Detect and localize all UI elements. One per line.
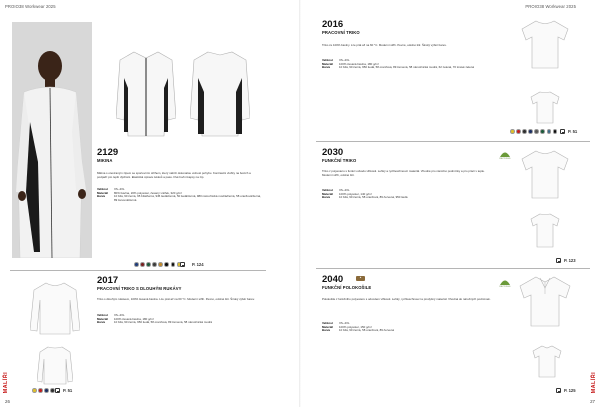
polo-2040-back-image xyxy=(532,344,562,378)
longsleeve-back-image xyxy=(37,345,73,385)
product-specs-2129 xyxy=(97,188,262,202)
color-swatch xyxy=(540,129,545,134)
tshirt-2030-front-image xyxy=(520,148,570,200)
color-swatch xyxy=(140,262,145,267)
spec-row xyxy=(322,196,482,200)
spec-value: XS–4XL xyxy=(339,321,350,325)
product-specs-2017 xyxy=(97,314,247,325)
spec-value: XS–4XL xyxy=(114,187,125,191)
price-ref-2129: P. 124 xyxy=(192,262,204,267)
left-page-number: 26 xyxy=(5,399,10,404)
color-swatch xyxy=(164,262,169,267)
size-icon xyxy=(556,258,561,263)
spec-value: XS–4XL xyxy=(339,58,350,62)
spec-value: 100% polyester, 150 g/m² xyxy=(339,324,372,329)
color-swatch xyxy=(171,262,176,267)
spec-key: Barva xyxy=(97,194,106,199)
color-swatch xyxy=(528,129,533,134)
product-code-2017: 2017 xyxy=(97,275,119,286)
color-swatch xyxy=(38,388,43,393)
spec-row xyxy=(322,66,487,70)
product-name-2017: PRACOVNÍ TRIKO S DLOUHÝM RUKÁVY xyxy=(97,286,182,291)
spec-value: XS–4XL xyxy=(114,313,125,317)
color-swatches-2016 xyxy=(510,129,557,134)
divider xyxy=(10,270,266,271)
longsleeve-front-image xyxy=(30,280,80,336)
jacket-back-image xyxy=(190,48,250,138)
color-swatch xyxy=(158,262,163,267)
size-icon xyxy=(560,129,565,134)
right-page-number: 27 xyxy=(590,399,595,404)
color-swatch xyxy=(516,129,521,134)
product-description-2040: Polokošile z funkčního polyesteru s odvodem vlhkosti. Lehký, rychleschnoucí a prodyšný materiál. Vhodná do náročných podmínek. xyxy=(322,297,491,301)
spec-row xyxy=(97,321,247,325)
product-specs-2016 xyxy=(322,59,487,70)
color-swatch xyxy=(510,129,515,134)
spec-key: Velikost xyxy=(97,313,108,317)
polo-2040-front-image xyxy=(518,274,572,328)
spec-key: Velikost xyxy=(322,58,333,62)
left-side-tab: MALÍŘI xyxy=(3,372,9,394)
color-swatch xyxy=(534,129,539,134)
product-code-2040: 2040 xyxy=(322,274,344,285)
spec-key: Barva xyxy=(322,195,331,200)
divider xyxy=(316,141,590,142)
product-badge-icon: ★ xyxy=(356,276,365,281)
recycled-logo xyxy=(497,278,513,288)
recycled-logo-text: RECYCLED xyxy=(499,286,511,288)
product-code-2030: 2030 xyxy=(322,147,344,158)
spec-key: Materiál xyxy=(97,316,108,321)
right-page-header: PROIO38 Workwear 2025 xyxy=(525,4,576,9)
product-description-2016: Triko ze 100% bavlny. Lze prát až na 60 °C. Moderní střih. Pevné, odolné šití. Široký výběr barev. xyxy=(322,43,447,47)
product-description-2129: Mikina s otevíraným zipem se sportovním střihem, který nabízí dokonalou volnost pohybu. Kontrastní vložky na bocích a podpaží pro lepší dýchání. Elastická úprava rukávů a pasu. Dvě boční kapsy na zip. xyxy=(97,171,251,179)
color-swatch xyxy=(522,129,527,134)
tshirt-2016-back-image xyxy=(530,90,560,124)
left-page-header: PROIO38 Workwear 2025 xyxy=(5,4,56,9)
spec-key: Materiál xyxy=(322,191,333,196)
color-swatch xyxy=(547,129,552,134)
spec-key: Barva xyxy=(97,320,106,325)
recycled-logo xyxy=(497,150,513,160)
spec-value: 80% bavlna, 20% polyester, česaný vnitřek, 320 g/m² xyxy=(114,190,182,195)
color-swatch xyxy=(152,262,157,267)
divider xyxy=(316,268,590,269)
spec-key: Velikost xyxy=(322,321,333,325)
spec-value: 100% česaná bavlna, 180 g/m² xyxy=(114,316,154,321)
model-photo-2129 xyxy=(12,22,92,258)
spec-value: XS–4XL xyxy=(339,188,350,192)
product-specs-2040 xyxy=(322,322,482,333)
spec-key: Materiál xyxy=(322,61,333,66)
price-ref-2017: P. 51 xyxy=(63,388,73,393)
spec-value: 10 bílá, 90 černá, 95 bílá/černá, 945 šedá/černá, 50 šedá/černá, 980 námořnická modrá/černá, 58 oranžová/černá, 89 červená/černá xyxy=(114,194,261,202)
spec-value: 10 bílá, 90 černá, 58 oranžová, 89 červená, 950 šedá xyxy=(339,195,408,200)
product-name-2129: MIKINA xyxy=(97,158,113,163)
price-ref-2016: P. 51 xyxy=(568,129,578,134)
spec-key: Velikost xyxy=(97,187,108,191)
product-code-2016: 2016 xyxy=(322,19,344,30)
recycled-logo-text: RECYCLED xyxy=(499,158,511,160)
page-gutter xyxy=(299,0,301,407)
spec-value: 100% česaná bavlna, 180 g/m² xyxy=(339,61,379,66)
color-swatch xyxy=(553,129,558,134)
product-description-2030: Triko z polyesteru s funkcí odvodu vlhkosti. Lehký a rychleschnoucí materiál. Vhodné pro náročné podmínky a pro práci v teple. Moderní střih, odolné šití. xyxy=(322,169,485,177)
color-swatch xyxy=(134,262,139,267)
right-side-tab: MALÍŘI xyxy=(591,372,597,394)
color-swatch xyxy=(44,388,49,393)
product-name-2040: FUNKČNÍ POLOKOŠILE xyxy=(322,285,372,290)
spec-key: Velikost xyxy=(322,188,333,192)
tshirt-2030-back-image xyxy=(530,212,560,248)
size-icon xyxy=(556,388,561,393)
spec-value: 10 bílá, 90 černá, 58 oranžová, 89 červená xyxy=(339,328,394,333)
product-name-2030: FUNKČNÍ TRIKO xyxy=(322,158,357,163)
spec-value: 10 bílá, 90 černá, 950 šedá, 58 oranžová, 89 červená, 58 námořnická modrá xyxy=(114,320,213,325)
spec-key: Barva xyxy=(322,328,331,333)
spec-key: Materiál xyxy=(97,190,108,195)
color-swatches-2017 xyxy=(32,388,55,393)
tshirt-2016-front-image xyxy=(520,18,570,70)
product-name-2016: PRACOVNÍ TRIKO xyxy=(322,30,360,35)
spec-key: Materiál xyxy=(322,324,333,329)
color-swatches-2129 xyxy=(134,262,181,267)
jacket-front-image xyxy=(116,48,176,138)
color-swatch xyxy=(146,262,151,267)
spec-key: Barva xyxy=(322,65,331,70)
color-swatch xyxy=(32,388,37,393)
price-ref-2040: P. 125 xyxy=(564,388,576,393)
spec-value: 100% polyester, 140 g/m² xyxy=(339,191,372,196)
product-description-2017: Triko s dlouhým rukávem, 100% česaná bavlna. Lze prát až na 60 °C. Moderní střih. Pevné, odolné šití. Široký výběr barev. xyxy=(97,297,255,301)
spec-row xyxy=(322,329,482,333)
product-specs-2030 xyxy=(322,189,482,200)
spec-value: 10 bílá, 90 černá, 950 šedá, 58 oranžová, 89 červená, 58 námořnická modrá, 62 zelená, 70 tmavě zelená xyxy=(339,65,474,70)
size-icon xyxy=(55,388,60,393)
price-ref-2030: P. 123 xyxy=(564,258,576,263)
spec-row xyxy=(97,195,262,202)
size-icon xyxy=(180,262,185,267)
product-code-2129: 2129 xyxy=(97,147,119,158)
